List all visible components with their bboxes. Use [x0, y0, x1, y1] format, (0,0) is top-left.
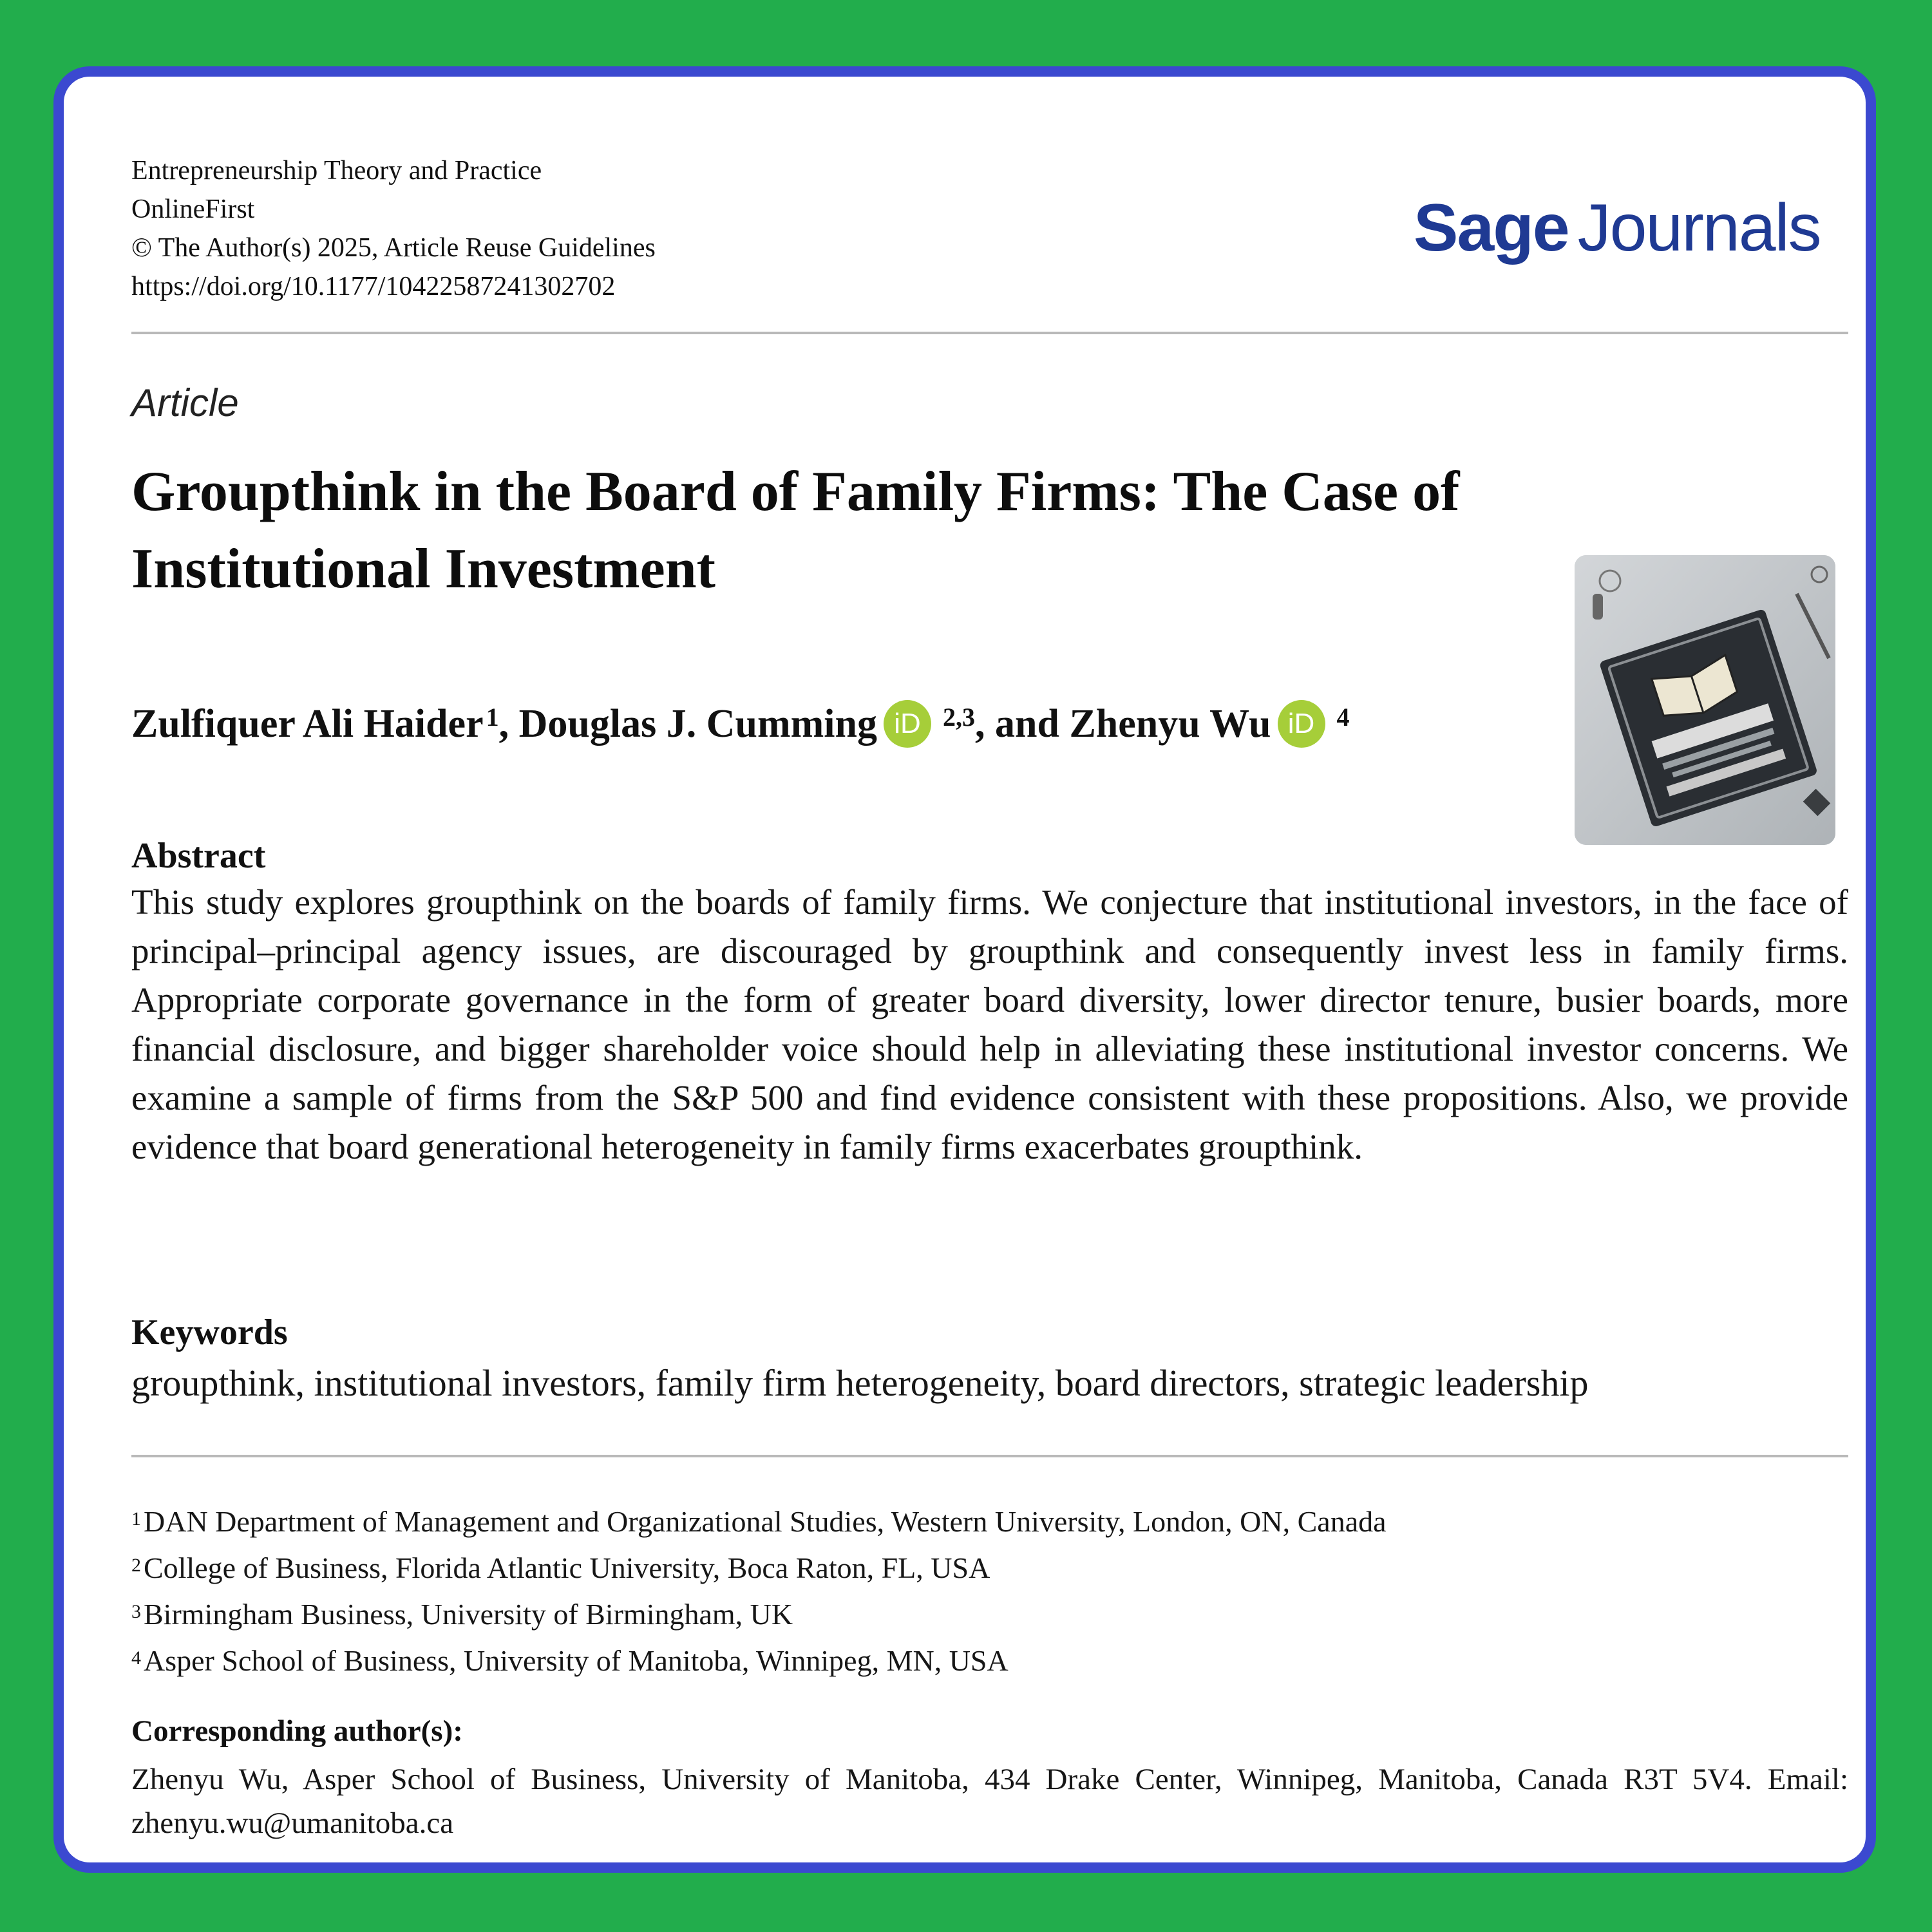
author-separator: , and [974, 702, 1070, 746]
author-name[interactable]: Douglas J. Cumming [518, 702, 877, 746]
affiliation-item [131, 1545, 1387, 1591]
affiliation-text: Birmingham Business, University of Birmingham, UK [144, 1598, 793, 1631]
journal-meta [131, 151, 656, 306]
keywords-heading: Keywords [131, 1312, 288, 1352]
affiliation-number: 2 [131, 1555, 141, 1576]
affiliation-item [131, 1591, 1387, 1638]
affiliation-item [131, 1638, 1387, 1684]
orcid-icon[interactable]: iD [884, 700, 931, 748]
affiliation-item [131, 1499, 1387, 1545]
abstract-text: This study explores groupthink on the boards of family firms. We conjecture that institutional investors, in the face of principal–principal agency issues, are discouraged by groupthink and consequently invest less in family firms. Appropriate corporate governance in the form of greater board diversity, lower director tenure, busier boards, more financial disclosure, and bigger shareholder voice should help in alleviating these institutional investor concerns. We examine a sample of firms from the S&P 500 and find evidence consistent with these propositions. Also, we provide evidence that board generational heterogeneity in family firms exacerbates groupthink. [131, 882, 1848, 1166]
logo-bold-text: Sage [1414, 191, 1569, 265]
logo-regular-text: Journals [1577, 191, 1821, 265]
publication-status: OnlineFirst [131, 194, 255, 224]
author-list [131, 695, 1350, 753]
article-card [53, 66, 1876, 1873]
keywords-text: groupthink, institutional investors, family firm heterogeneity, board directors, strategic leadership [131, 1362, 1589, 1404]
author-name[interactable]: Zhenyu Wu [1069, 702, 1271, 746]
copyright-line[interactable]: © The Author(s) 2025, Article Reuse Guidelines [131, 233, 656, 263]
corresponding-author-heading: Corresponding author(s): [131, 1714, 463, 1748]
sage-journals-logo [1414, 193, 1821, 263]
abstract-heading: Abstract [131, 836, 266, 876]
author-name[interactable]: Zulfiquer Ali Haider [131, 702, 484, 746]
author-affiliation-marker: 4 [1336, 703, 1350, 732]
affiliation-text: DAN Department of Management and Organizational Studies, Western University, London, ON, Canada [144, 1505, 1387, 1538]
affiliation-text: Asper School of Business, University of Manitoba, Winnipeg, MN, USA [144, 1644, 1009, 1677]
corresponding-author-text: Zhenyu Wu, Asper School of Business, University of Manitoba, 434 Drake Center, Winnipeg, Manitoba, Canada R3T 5V4. Email: zhenyu.wu@umanitoba.ca [131, 1763, 1848, 1840]
doi-link[interactable]: https://doi.org/10.1177/10422587241302702 [131, 272, 616, 301]
header-divider [131, 332, 1848, 334]
author-separator: , [498, 702, 519, 746]
affiliation-number: 1 [131, 1508, 141, 1530]
affiliation-list [131, 1499, 1387, 1684]
journal-name: Entrepreneurship Theory and Practice [131, 156, 542, 185]
article-title: Groupthink in the Board of Family Firms: The Case of Institutional Investment [131, 460, 1460, 600]
affiliation-text: College of Business, Florida Atlantic University, Boca Raton, FL, USA [144, 1551, 990, 1584]
affiliation-number: 3 [131, 1601, 141, 1622]
orcid-icon[interactable]: iD [1278, 700, 1325, 748]
footer-divider [131, 1455, 1848, 1457]
podcast-cover-image [1575, 555, 1835, 845]
article-type-label: Article [131, 381, 239, 424]
author-affiliation-marker: 1 [486, 703, 499, 732]
affiliation-number: 4 [131, 1647, 141, 1669]
author-affiliation-marker: 2,3 [942, 703, 975, 732]
